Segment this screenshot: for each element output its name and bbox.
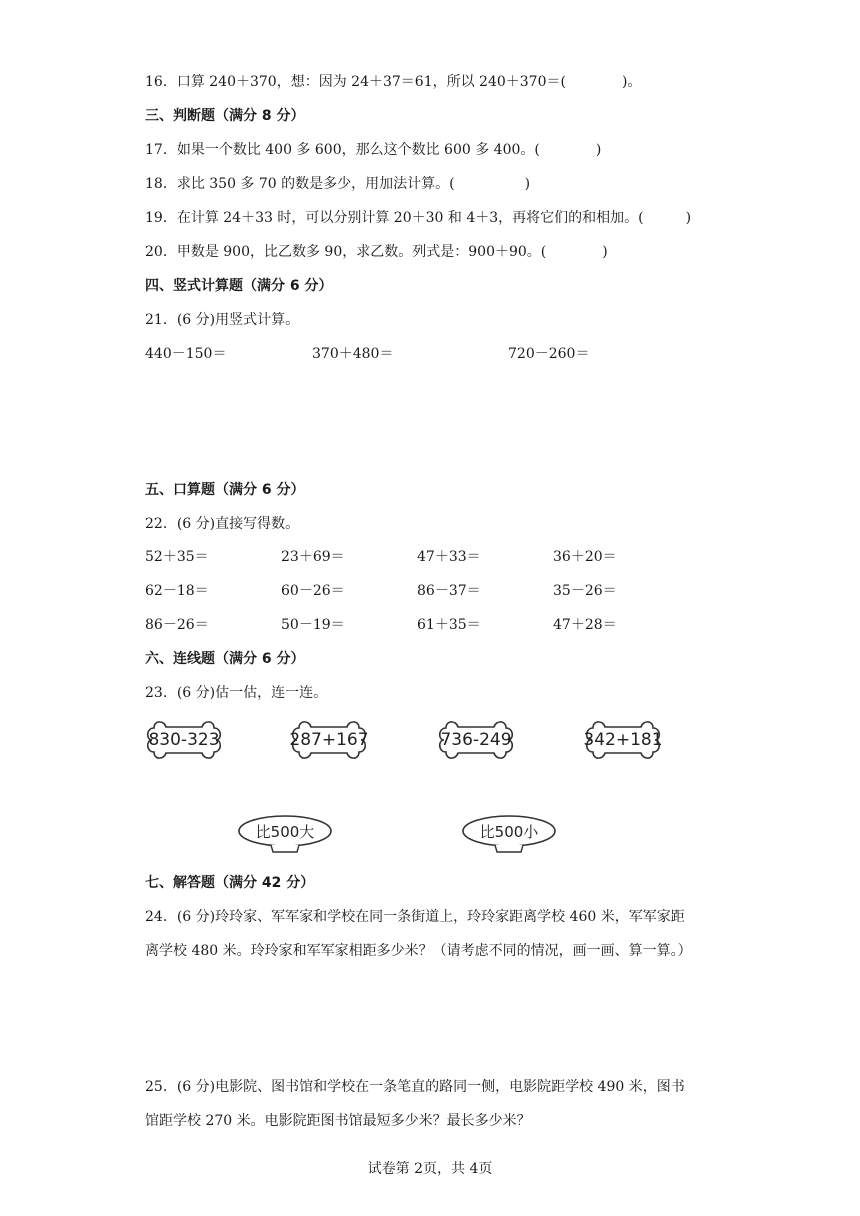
mental-calc-item: 50－19＝ xyxy=(281,617,345,633)
mental-calc-item: 47＋28＝ xyxy=(553,617,617,633)
mental-calc-item: 62－18＝ xyxy=(145,583,209,599)
vertical-calc-item: 370＋480＝ xyxy=(312,346,394,362)
mental-calc-item: 86－37＝ xyxy=(417,583,481,599)
mental-calc-item: 61＋35＝ xyxy=(417,617,481,633)
bone-label: 736-249 xyxy=(440,730,512,750)
mental-calc-item: 36＋20＝ xyxy=(553,549,617,565)
section-heading-vertical-calc: 四、竖式计算题（满分 6 分） xyxy=(145,278,333,294)
section-heading-word-problems: 七、解答题（满分 42 分） xyxy=(145,875,315,891)
mental-calc-item: 86－26＝ xyxy=(145,617,209,633)
bone-card[interactable] xyxy=(289,719,369,761)
mental-calc-item: 23＋69＝ xyxy=(281,549,345,565)
bowl-label: 比500小 xyxy=(479,822,539,841)
bowl-target[interactable] xyxy=(461,814,557,856)
vertical-calc-item: 720－260＝ xyxy=(508,346,590,362)
vertical-calc-item: 440－150＝ xyxy=(145,346,227,362)
bone-card[interactable] xyxy=(436,719,516,761)
page-footer: 试卷第 2页，共 4页 xyxy=(367,1161,493,1177)
mental-calc-item: 52＋35＝ xyxy=(145,549,209,565)
question-23: 23．(6 分)估一估，连一连。 xyxy=(145,685,328,701)
bowl-target[interactable] xyxy=(237,814,333,856)
question-25-line-1: 25．(6 分)电影院、图书馆和学校在一条笔直的路同一侧，电影院距学校 490 米，图书 xyxy=(145,1079,685,1095)
question-25-line-2: 馆距学校 270 米。电影院距图书馆最短多少米？最长多少米？ xyxy=(145,1113,531,1129)
question-17: 17．如果一个数比 400 多 600，那么这个数比 600 多 400。( ) xyxy=(145,142,602,158)
bone-card[interactable] xyxy=(583,719,663,761)
mental-calc-item: 35－26＝ xyxy=(553,583,617,599)
question-20: 20．甲数是 900，比乙数多 90，求乙数。列式是：900＋90。( ) xyxy=(145,244,608,260)
bone-label: 287+167 xyxy=(289,730,369,750)
section-heading-judgement: 三、判断题（满分 8 分） xyxy=(145,108,305,124)
question-21: 21．(6 分)用竖式计算。 xyxy=(145,312,300,328)
mental-calc-item: 60－26＝ xyxy=(281,583,345,599)
question-18: 18．求比 350 多 70 的数是多少，用加法计算。( ) xyxy=(145,176,531,192)
question-22: 22．(6 分)直接写得数。 xyxy=(145,516,300,532)
bone-label: 342+181 xyxy=(583,730,663,750)
bone-card[interactable] xyxy=(144,719,224,761)
question-24-line-1: 24．(6 分)玲玲家、军军家和学校在同一条街道上，玲玲家距离学校 460 米，军军家距 xyxy=(145,909,685,925)
bone-label: 830-323 xyxy=(148,730,220,750)
question-19: 19．在计算 24＋33 时，可以分别计算 20＋30 和 4＋3，再将它们的和相加。( ) xyxy=(145,210,692,226)
mental-calc-item: 47＋33＝ xyxy=(417,549,481,565)
section-heading-mental-calc: 五、口算题（满分 6 分） xyxy=(145,482,305,498)
section-heading-matching: 六、连线题（满分 6 分） xyxy=(145,651,305,667)
question-16: 16．口算 240＋370，想：因为 24＋37＝61，所以 240＋370＝( )。 xyxy=(145,74,642,90)
bowl-label: 比500大 xyxy=(255,822,315,841)
question-24-line-2: 离学校 480 米。玲玲家和军军家相距多少米？（请考虑不同的情况，画一画、算一算。） xyxy=(145,943,692,959)
